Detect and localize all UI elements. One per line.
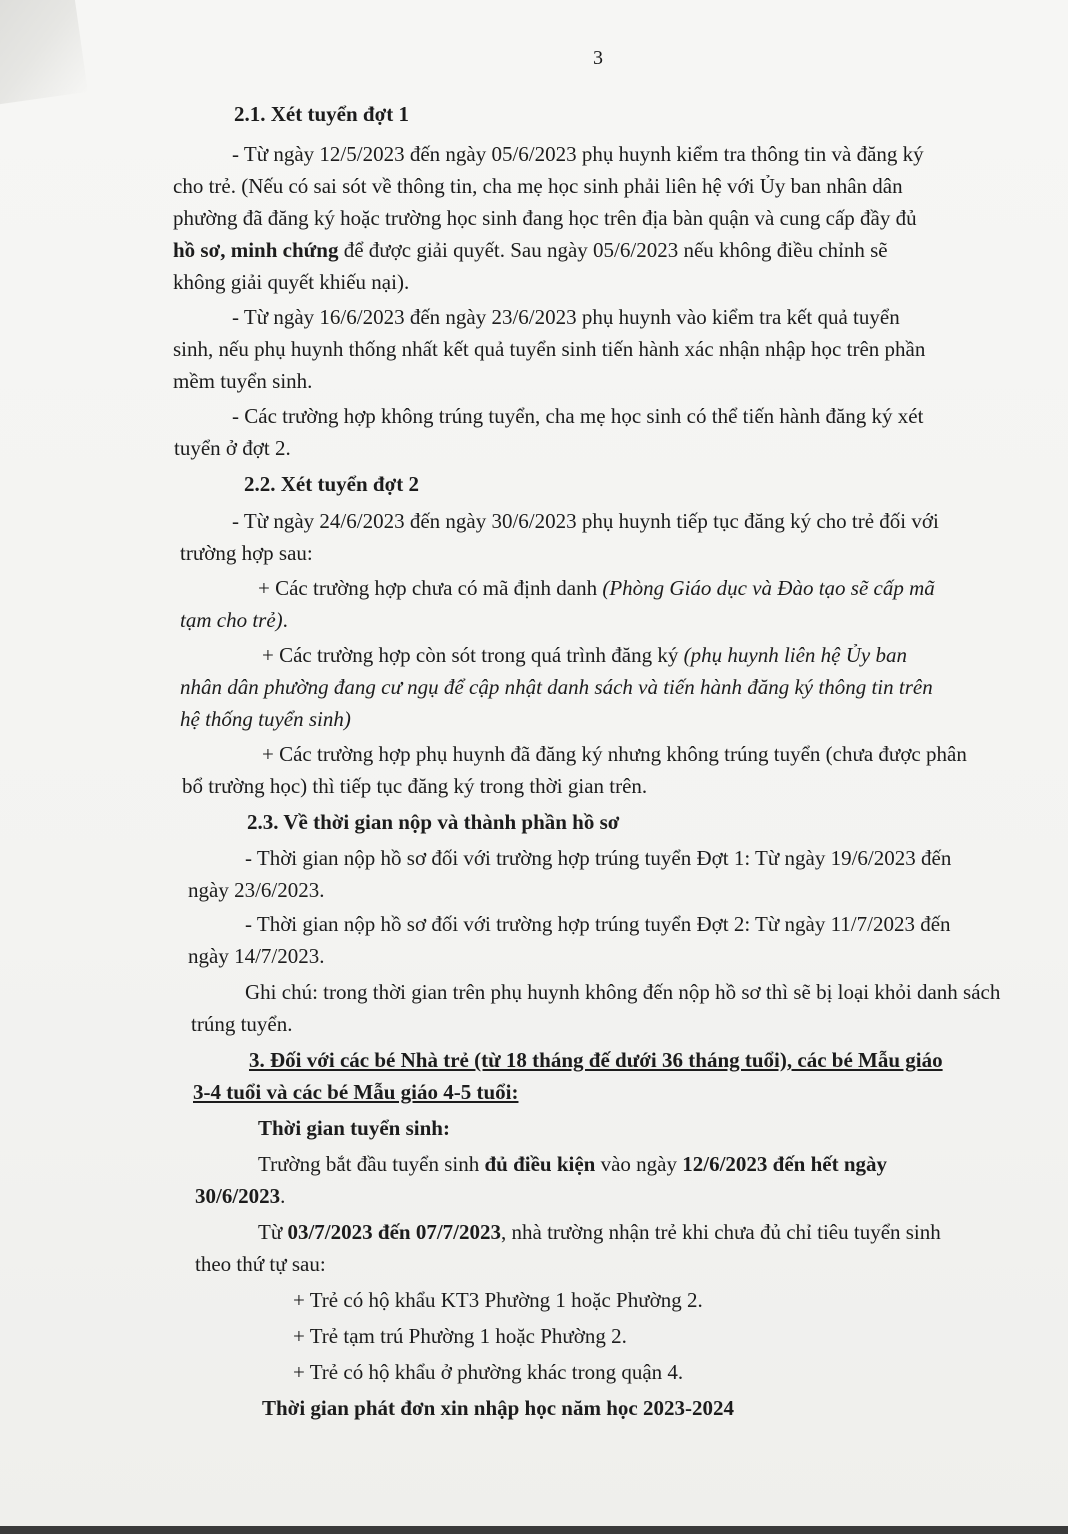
bold-text: 03/7/2023 đến 07/7/2023 [287,1220,501,1244]
text-line: trúng tuyển. [191,1012,293,1036]
text-line: không giải quyết khiếu nại). [173,270,410,294]
text-line [258,1150,887,1178]
text-line [180,606,288,634]
text-span: Trường bắt đầu tuyển sinh [258,1152,485,1176]
text-line: nhân dân phường đang cư ngụ để cập nhật danh sách và tiến hành đăng ký thông tin trên [180,675,933,699]
text-line [258,1218,941,1246]
bold-text: đủ điều kiện [484,1152,596,1176]
text-span: để được giải quyết. Sau ngày 05/6/2023 nếu không điều chỉnh sẽ [338,238,888,262]
text-line: ngày 14/7/2023. [188,944,325,968]
page-number: 3 [593,47,603,69]
text-line: - Các trường hợp không trúng tuyển, cha mẹ học sinh có thể tiến hành đăng ký xét [232,404,924,428]
text-span: + Các trường hợp còn sót trong quá trình đăng ký [262,643,684,667]
text-span: . [280,1184,286,1208]
text-span: vào ngày [595,1152,683,1176]
bold-text: hồ sơ, minh chứng [173,238,339,262]
heading-3-cont: 3-4 tuổi và các bé Mẫu giáo 4-5 tuổi: [193,1080,519,1104]
italic-text: tạm cho trẻ) [180,608,283,632]
text-line: - Thời gian nộp hồ sơ đối với trường hợp trúng tuyển Đợt 1: Từ ngày 19/6/2023 đến [245,846,952,870]
list-item: + Trẻ tạm trú Phường 1 hoặc Phường 2. [293,1324,627,1348]
text-span: , nhà trường nhận trẻ khi chưa đủ chỉ tiêu tuyển sinh [501,1220,941,1244]
text-line: bổ trường học) thì tiếp tục đăng ký trong thời gian trên. [182,774,648,798]
italic-text: (Phòng Giáo dục và Đào tạo sẽ cấp mã [602,576,935,600]
text-line: - Từ ngày 16/6/2023 đến ngày 23/6/2023 phụ huynh vào kiểm tra kết quả tuyển [232,305,900,329]
scan-edge [0,1526,1068,1534]
heading-3: 3. Đối với các bé Nhà trẻ (từ 18 tháng đế dưới 36 tháng tuổi), các bé Mẫu giáo [249,1048,943,1072]
text-line: cho trẻ. (Nếu có sai sót về thông tin, cha mẹ học sinh phải liên hệ với Ủy ban nhân dân [173,174,903,198]
text-span: . [282,608,288,632]
list-item: + Trẻ có hộ khẩu ở phường khác trong quận 4. [293,1360,684,1384]
bold-text: 30/6/2023 [195,1184,281,1208]
text-line: theo thứ tự sau: [195,1252,326,1276]
text-line [262,641,907,669]
bold-text: 12/6/2023 đến hết ngày [682,1152,888,1176]
text-line [195,1182,285,1210]
text-line: phường đã đăng ký hoặc trường học sinh đang học trên địa bàn quận và cung cấp đầy đủ [173,206,917,230]
text-line: - Từ ngày 12/5/2023 đến ngày 05/6/2023 phụ huynh kiểm tra thông tin và đăng ký [232,142,924,166]
heading-2-3: 2.3. Về thời gian nộp và thành phần hồ sơ [247,810,620,834]
text-line: trường hợp sau: [180,541,313,565]
subheading-enrollment-time: Thời gian tuyển sinh: [258,1116,450,1140]
italic-text: (phụ huynh liên hệ Ủy ban [683,643,907,667]
text-line [258,574,935,602]
list-item: + Trẻ có hộ khẩu KT3 Phường 1 hoặc Phường 2. [293,1288,703,1312]
text-line: + Các trường hợp phụ huynh đã đăng ký nhưng không trúng tuyển (chưa được phân [262,742,967,766]
heading-2-2: 2.2. Xét tuyển đợt 2 [244,472,419,496]
subheading-application-period: Thời gian phát đơn xin nhập học năm học 2023-2024 [262,1396,734,1420]
text-span: Từ [258,1220,288,1244]
text-line: ngày 23/6/2023. [188,878,325,902]
text-line: tuyển ở đợt 2. [174,436,291,460]
text-line: - Thời gian nộp hồ sơ đối với trường hợp trúng tuyển Đợt 2: Từ ngày 11/7/2023 đến [245,912,951,936]
text-line: hệ thống tuyển sinh) [180,707,351,731]
text-line: - Từ ngày 24/6/2023 đến ngày 30/6/2023 phụ huynh tiếp tục đăng ký cho trẻ đối với [232,509,939,533]
text-span: + Các trường hợp chưa có mã định danh [258,576,603,600]
text-line [173,236,888,264]
text-line: mềm tuyển sinh. [173,369,313,393]
heading-2-1: 2.1. Xét tuyển đợt 1 [234,102,409,126]
text-line: Ghi chú: trong thời gian trên phụ huynh không đến nộp hồ sơ thì sẽ bị loại khỏi danh sách [245,980,1001,1004]
text-line: sinh, nếu phụ huynh thống nhất kết quả tuyển sinh tiến hành xác nhận nhập học trên phần [173,337,926,361]
